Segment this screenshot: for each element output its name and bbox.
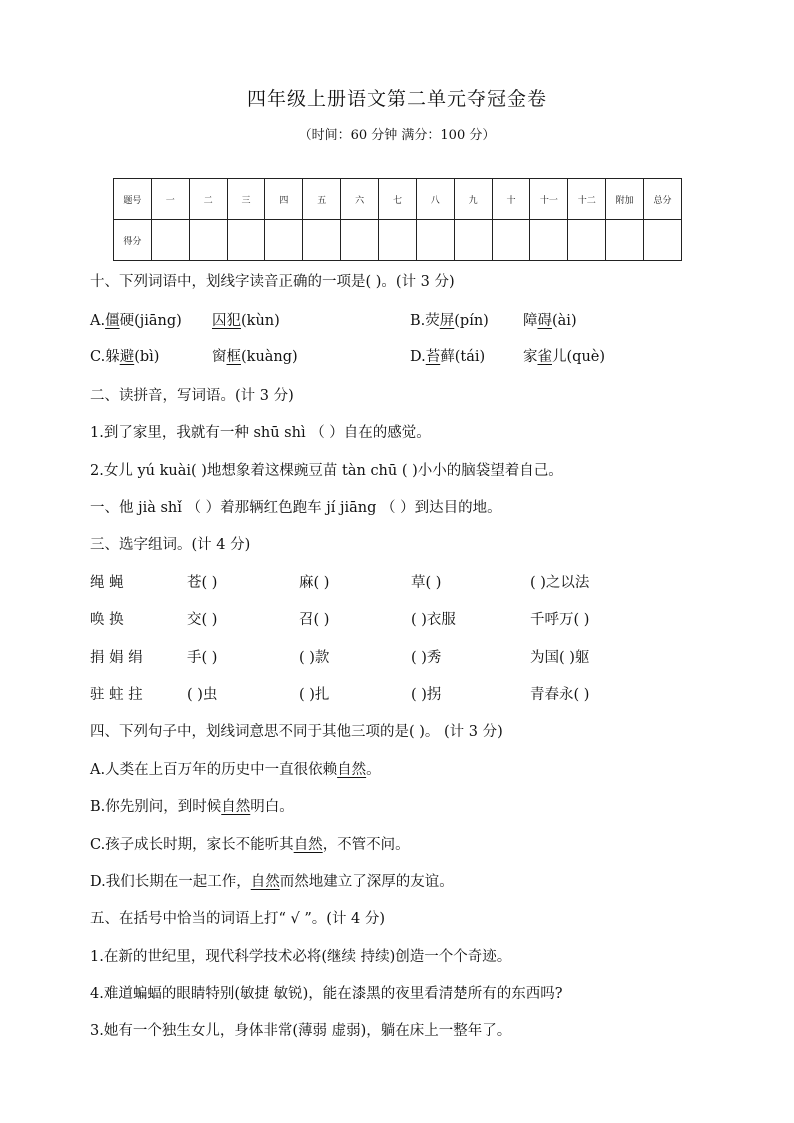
option-letter: C. xyxy=(90,349,106,365)
q2-heading: 二、读拼音，写词语。(计 3 分) xyxy=(90,388,294,404)
q3-blank: 召( ) xyxy=(299,612,330,628)
underlined-word: 自然 xyxy=(293,837,323,853)
score-cell: 附加 xyxy=(606,179,644,220)
q5-item-2: 4.难道蝙蝠的眼睛特别(敏捷 敏锐)，能在漆黑的夜里看清楚所有的东西吗? xyxy=(90,986,563,1002)
q3-blank: ( )扎 xyxy=(299,687,330,703)
q5-item-3: 3.她有一个独生女儿，身体非常(薄弱 虚弱)，躺在床上一整年了。 xyxy=(90,1023,512,1039)
score-input-cell[interactable] xyxy=(530,220,568,261)
score-input-cell[interactable] xyxy=(303,220,341,261)
q4-option-a[interactable] xyxy=(90,758,381,779)
option-text: 儿(què) xyxy=(552,349,606,365)
option-text: 而然地建立了深厚的友谊。 xyxy=(279,874,454,890)
score-cell: 十 xyxy=(492,179,530,220)
q10-option-b-word2 xyxy=(523,309,577,330)
underlined-char: 苔 xyxy=(425,349,441,365)
score-cell: 十二 xyxy=(568,179,606,220)
q3-blank: 草( ) xyxy=(411,575,442,591)
option-text: D.我们长期在一起工作， xyxy=(90,874,251,890)
q10-option-c[interactable] xyxy=(90,345,159,366)
score-input-cell[interactable] xyxy=(568,220,606,261)
q10-option-c-word2 xyxy=(212,345,298,366)
q10-option-d[interactable] xyxy=(410,345,485,366)
q3-blank: ( )虫 xyxy=(187,687,218,703)
option-text: 明白。 xyxy=(250,799,294,815)
q3-blank: ( )之以法 xyxy=(530,575,590,591)
q10-option-a[interactable] xyxy=(90,309,182,330)
underlined-word: 自然 xyxy=(221,799,251,815)
option-text: B.你先别问，到时候 xyxy=(90,799,222,815)
option-text: (kùn) xyxy=(241,313,280,329)
q3-blank: ( )秀 xyxy=(411,650,442,666)
underlined-char: 避 xyxy=(119,349,135,365)
score-input-cell[interactable] xyxy=(265,220,303,261)
option-text: (kuàng) xyxy=(241,349,298,365)
score-table-header-row xyxy=(114,179,682,220)
score-input-cell[interactable] xyxy=(454,220,492,261)
score-input-cell[interactable] xyxy=(416,220,454,261)
score-input-cell[interactable] xyxy=(189,220,227,261)
score-cell: 二 xyxy=(189,179,227,220)
option-text: (pín) xyxy=(454,313,489,329)
score-cell: 题号 xyxy=(114,179,152,220)
q3-row-1-chars: 绳 蝇 xyxy=(90,575,124,591)
q3-blank: 青春永( ) xyxy=(530,687,590,703)
exam-title: 四年级上册语文第二单元夺冠金卷 xyxy=(246,88,547,110)
q3-blank: 苍( ) xyxy=(187,575,218,591)
underlined-word: 自然 xyxy=(337,762,367,778)
q5-heading: 五、在括号中恰当的词语上打“ √ ”。(计 4 分) xyxy=(90,911,386,927)
score-table-score-row xyxy=(114,220,682,261)
option-text: (ài) xyxy=(552,313,577,329)
q3-row-4-chars: 驻 蛀 拄 xyxy=(90,687,143,703)
score-cell: 总分 xyxy=(644,179,682,220)
option-letter: A. xyxy=(90,313,106,329)
underlined-char: 框 xyxy=(226,349,241,365)
q3-blank: 麻( ) xyxy=(299,575,330,591)
option-text: 荧 xyxy=(425,313,440,329)
score-cell: 十一 xyxy=(530,179,568,220)
q4-option-b[interactable] xyxy=(90,795,294,816)
option-text: 躲 xyxy=(105,349,120,365)
option-text: 障 xyxy=(523,313,538,329)
option-text: 硬(jiāng) xyxy=(119,313,182,329)
score-input-cell[interactable] xyxy=(379,220,417,261)
option-text: 。 xyxy=(366,762,381,778)
underlined-char: 囚犯 xyxy=(212,313,241,329)
option-text: A.人类在上百万年的历史中一直很依赖 xyxy=(90,762,338,778)
option-letter: D. xyxy=(410,349,426,365)
score-input-cell[interactable] xyxy=(492,220,530,261)
option-letter: B. xyxy=(410,313,426,329)
score-cell: 三 xyxy=(227,179,265,220)
q3-blank: 千呼万( ) xyxy=(530,612,590,628)
score-input-cell[interactable] xyxy=(341,220,379,261)
q5-item-1: 1.在新的世纪里，现代科学技术必将(继续 持续)创造一个个奇迹。 xyxy=(90,949,512,965)
score-cell: 七 xyxy=(379,179,417,220)
q3-blank: ( )衣服 xyxy=(411,612,456,628)
score-input-cell[interactable] xyxy=(227,220,265,261)
score-cell: 五 xyxy=(303,179,341,220)
score-cell: 九 xyxy=(454,179,492,220)
underlined-char: 僵 xyxy=(105,313,120,329)
option-text: 藓(tái) xyxy=(440,349,486,365)
option-text: 窗 xyxy=(212,349,227,365)
score-cell: 四 xyxy=(265,179,303,220)
q3-blank: 交( ) xyxy=(187,612,218,628)
q3-blank: 为国( )躯 xyxy=(530,650,590,666)
score-input-cell[interactable] xyxy=(606,220,644,261)
underlined-char: 碍 xyxy=(537,313,552,329)
score-cell: 一 xyxy=(151,179,189,220)
score-input-cell[interactable] xyxy=(644,220,682,261)
underlined-char: 雀 xyxy=(537,349,552,365)
q4-option-d[interactable] xyxy=(90,870,454,891)
q4-heading: 四、下列句子中，划线词意思不同于其他三项的是( )。 (计 3 分) xyxy=(90,724,503,740)
q2-item-2: 2.女儿 yú kuài( )地想象着这棵豌豆苗 tàn chū ( )小小的脑袋望着自己。 xyxy=(90,463,563,479)
exam-subtitle: （时间：60 分钟 满分：100 分） xyxy=(298,128,496,143)
q3-blank: ( )款 xyxy=(299,650,330,666)
q3-blank: ( )拐 xyxy=(411,687,442,703)
q3-row-2-chars: 唤 换 xyxy=(90,612,124,628)
q3-row-3-chars: 捐 娟 绢 xyxy=(90,650,143,666)
q3-heading: 三、选字组词。(计 4 分) xyxy=(90,537,251,553)
q2-item-3: 一、他 jià shǐ （ ）着那辆红色跑车 jí jiāng （ ）到达目的地。 xyxy=(90,500,502,516)
q3-blank: 手( ) xyxy=(187,650,218,666)
underlined-word: 自然 xyxy=(250,874,280,890)
q10-option-b[interactable] xyxy=(410,309,489,330)
underlined-char: 屏 xyxy=(439,313,455,329)
option-text: C.孩子成长时期，家长不能听其 xyxy=(90,837,294,853)
score-cell: 六 xyxy=(341,179,379,220)
q4-option-c[interactable] xyxy=(90,833,410,854)
q2-item-1: 1.到了家里，我就有一种 shū shì （ ）自在的感觉。 xyxy=(90,425,431,441)
q10-option-a-word2 xyxy=(212,309,280,330)
score-cell: 八 xyxy=(416,179,454,220)
option-text: 家 xyxy=(523,349,538,365)
option-text: (bì) xyxy=(134,349,160,365)
q10-heading: 十、下列词语中，划线字读音正确的一项是( )。(计 3 分) xyxy=(90,274,455,290)
q10-option-d-word2 xyxy=(523,345,605,366)
score-input-cell[interactable] xyxy=(151,220,189,261)
score-table xyxy=(113,178,682,261)
option-text: ，不管不问。 xyxy=(322,837,410,853)
score-row-label: 得分 xyxy=(114,220,152,261)
